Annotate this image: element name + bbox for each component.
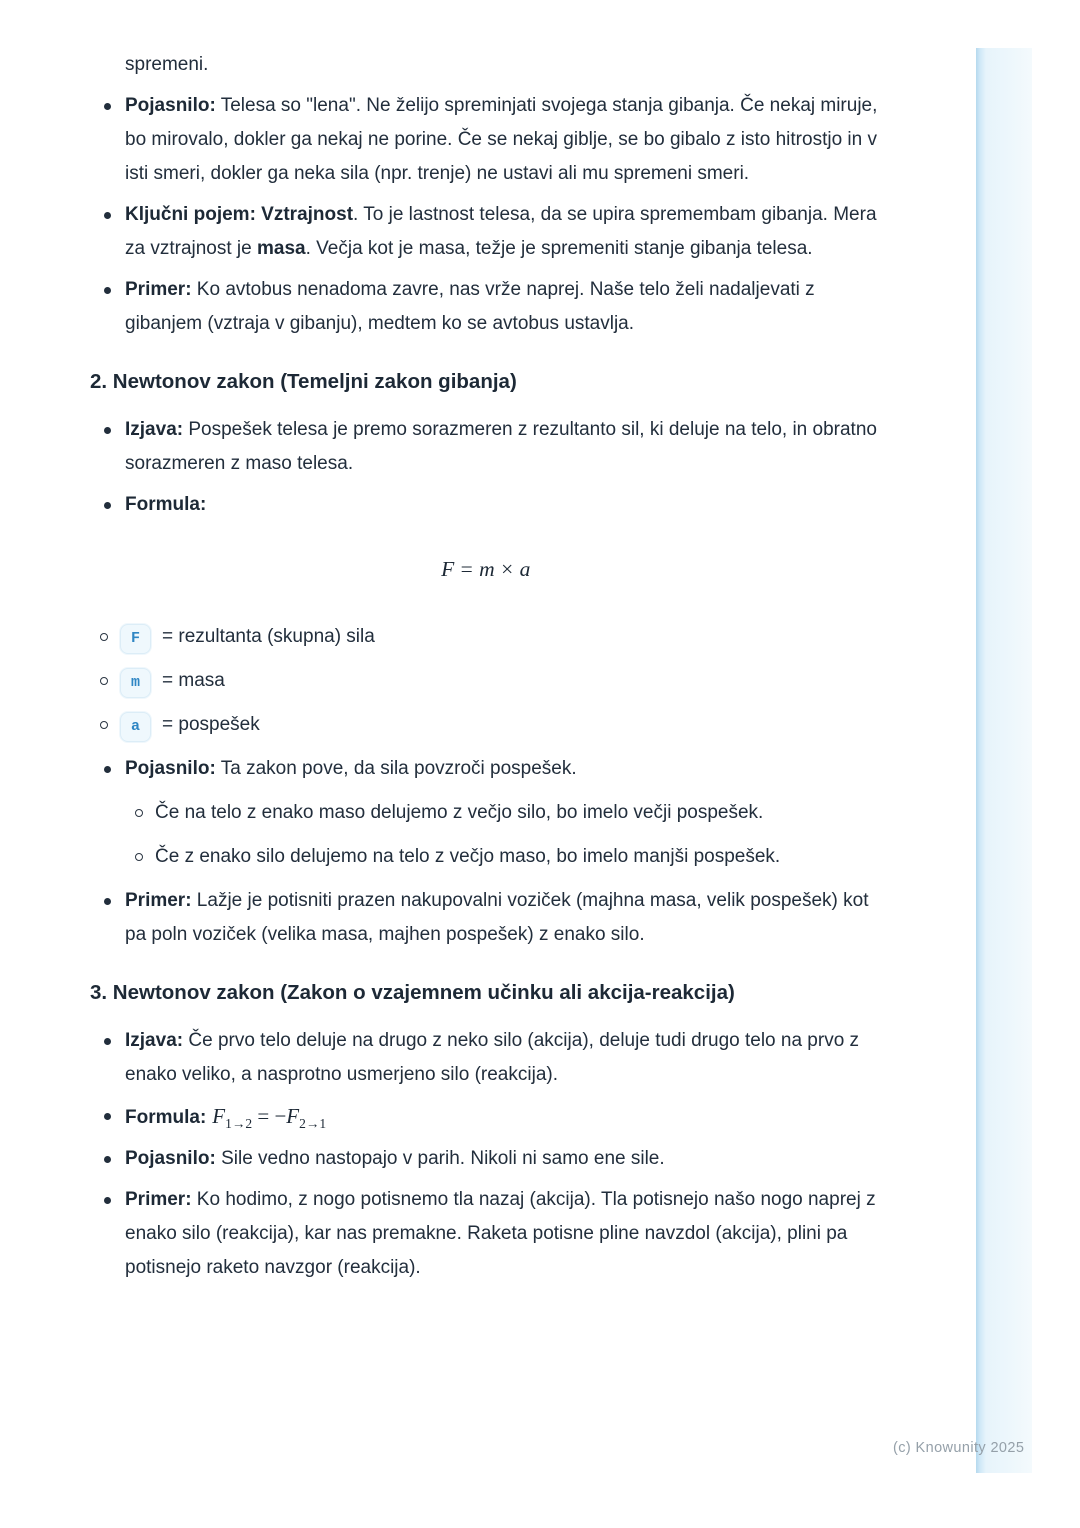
bullet-text: Sile vedno nastopajo v parih. Nikoli ni samo ene sile.: [215, 1148, 665, 1169]
bullet-primer-2: [125, 884, 882, 952]
sub-bullet: Če na telo z enako maso delujemo z večjo silo, bo imelo večji pospešek.: [155, 796, 882, 830]
bullet-pojasnilo-2: [125, 752, 882, 874]
variable-item-a: [120, 708, 882, 742]
code-chip-m: m: [120, 668, 151, 698]
math-operator-equals-minus: = −: [252, 1104, 287, 1128]
bullet-label: Ključni pojem: Vztrajnost: [125, 204, 354, 225]
bold-term-masa: masa: [257, 238, 306, 259]
bullet-primer-3: [125, 1183, 882, 1285]
math-var-m: m: [479, 557, 496, 581]
bullet-text: Telesa so "lena". Ne želijo spreminjati svojega stanja gibanja. Če nekaj miruje, bo mirovalo, dokler ga nekaj ne porine. Če se nekaj giblje, se bo gibalo z isto hitrostjo in v isti smeri, dokler ga neka sila (npr. trenje) ne ustavi ali mu spremeni smeri.: [125, 95, 878, 184]
code-chip-a: a: [120, 712, 151, 742]
bullet-label: Izjava:: [125, 419, 184, 440]
bullet-text: Ko hodimo, z nogo potisnemo tla nazaj (akcija). Tla potisnejo našo nogo naprej z enako silo (reakcija), kar nas premakne. Raketa potisne pline navzdol (akcija), plini pa potisnejo raketo navzgor (reakcija).: [125, 1189, 876, 1278]
bullet-label: Pojasnilo:: [125, 95, 216, 116]
first-law-list: [90, 89, 882, 341]
bullet-label: Pojasnilo:: [125, 758, 216, 779]
math-subscript-1-2: 1→2: [225, 1116, 253, 1132]
section-heading-third-law: 3. Newtonov zakon (Zakon o vzajemnem učinku ali akcija-reakcija): [90, 981, 735, 1004]
math-var-f2: F: [286, 1104, 300, 1128]
bullet-label: Primer:: [125, 1189, 192, 1210]
paragraph-continuation: spremeni.: [125, 54, 209, 75]
bullet-label: Izjava:: [125, 1030, 184, 1051]
bullet-kljucni-pojem: [125, 198, 882, 266]
bullet-formula-3: [125, 1099, 882, 1135]
math-operator-equals: =: [454, 557, 480, 581]
math-var-a: a: [519, 557, 531, 581]
bullet-text: Lažje je potisniti prazen nakupovalni voziček (majhna masa, velik pospešek) kot pa poln voziček (velika masa, majhen pospešek) z enako silo.: [125, 890, 869, 945]
bullet-formula-2: [125, 488, 882, 522]
section-heading-second-law: 2. Newtonov zakon (Temeljni zakon gibanja): [90, 370, 517, 393]
bullet-label: Primer:: [125, 890, 192, 911]
bullet-label: Primer:: [125, 279, 192, 300]
variable-item-f: [120, 620, 882, 654]
formula-f-equals-ma: [90, 552, 882, 586]
formula-variables-list: [90, 620, 882, 742]
bullet-text: Ko avtobus nenadoma zavre, nas vrže naprej. Naše telo želi nadaljevati z gibanjem (vztraja v gibanju), medtem ko se avtobus ustavlja.: [125, 279, 815, 334]
bullet-text: Pospešek telesa je premo sorazmeren z rezultanto sil, ki deluje na telo, in obratno sorazmeren z maso telesa.: [125, 419, 877, 474]
page-edge-strip: [976, 48, 1032, 1473]
variable-item-m: [120, 664, 882, 698]
variable-meaning: = masa: [162, 670, 225, 691]
sub-bullet: Če z enako silo delujemo na telo z večjo maso, bo imelo manjši pospešek.: [155, 840, 882, 874]
second-law-list-bottom: [90, 752, 882, 952]
bullet-izjava-3: [125, 1024, 882, 1092]
math-operator-times: ×: [495, 557, 520, 581]
math-var-f: F: [441, 557, 455, 581]
bullet-izjava-2: [125, 413, 882, 481]
document-body: [90, 48, 882, 1292]
second-law-list-top: [90, 413, 882, 522]
bullet-label: Pojasnilo:: [125, 1148, 216, 1169]
variable-meaning: = pospešek: [162, 714, 260, 735]
pojasnilo-sublist: [125, 796, 882, 874]
bullet-pojasnilo-1: [125, 89, 882, 191]
math-subscript-2-1: 2→1: [299, 1116, 327, 1132]
copyright-watermark: (c) Knowunity 2025: [893, 1440, 1025, 1456]
third-law-list: [90, 1024, 882, 1285]
bullet-text: . To je lastnost telesa, da se upira spremembam gibanja. Mera za vztrajnost je: [125, 204, 877, 259]
variable-meaning: = rezultanta (skupna) sila: [162, 626, 375, 647]
bullet-text: . Večja kot je masa, težje je spremeniti stanje gibanja telesa.: [305, 238, 813, 259]
bullet-label: Formula:: [125, 494, 207, 515]
bullet-primer-1: [125, 273, 882, 341]
code-chip-f: F: [120, 624, 151, 654]
math-var-f1: F: [212, 1104, 226, 1128]
formula-action-reaction: [212, 1104, 327, 1132]
bullet-text: Če prvo telo deluje na drugo z neko silo (akcija), deluje tudi drugo telo na prvo z enako veliko, a nasprotno usmerjeno silo (reakcija).: [125, 1030, 860, 1085]
bullet-pojasnilo-3: [125, 1142, 882, 1176]
bullet-label: Formula:: [125, 1107, 207, 1128]
bullet-text: Ta zakon pove, da sila povzroči pospešek.: [215, 758, 577, 779]
